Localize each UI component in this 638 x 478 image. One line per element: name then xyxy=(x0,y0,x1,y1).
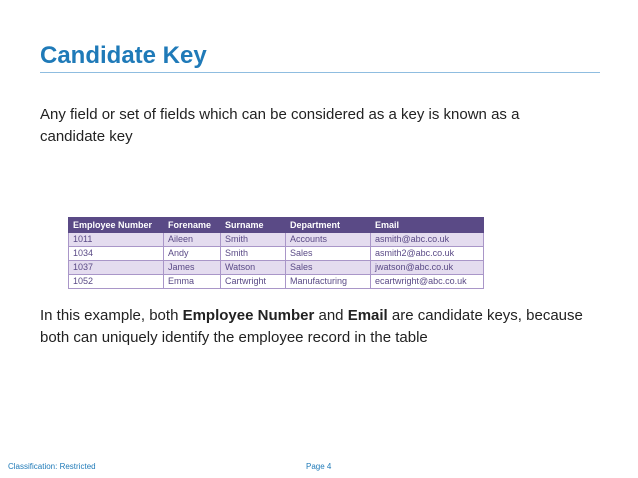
cell-surname: Watson xyxy=(221,261,286,275)
header-surname: Surname xyxy=(221,218,286,233)
cell-department: Sales xyxy=(286,247,371,261)
conclusion-text-1: In this example, both xyxy=(40,307,183,324)
conclusion-bold-email: Email xyxy=(347,307,388,324)
header-email: Email xyxy=(371,218,484,233)
employee-table xyxy=(68,217,484,289)
table-row xyxy=(69,275,484,289)
cell-department: Manufacturing xyxy=(286,275,371,289)
cell-forename: Andy xyxy=(164,247,221,261)
cell-employee-number: 1052 xyxy=(69,275,164,289)
cell-department: Accounts xyxy=(286,233,371,247)
conclusion-text-3: are candidate keys, because both can uniquely identify the employee record in the table xyxy=(40,307,583,346)
table-row xyxy=(69,233,484,247)
header-forename: Forename xyxy=(164,218,221,233)
table-header-row xyxy=(69,218,484,233)
title-underline xyxy=(40,72,600,73)
cell-department: Sales xyxy=(286,261,371,275)
page-number: Page 4 xyxy=(306,462,332,471)
cell-email: asmith@abc.co.uk xyxy=(371,233,484,247)
table-row xyxy=(69,247,484,261)
cell-surname: Cartwright xyxy=(221,275,286,289)
slide-title: Candidate Key xyxy=(40,42,207,69)
intro-paragraph: Any field or set of fields which can be considered as a key is known as a candidate key xyxy=(40,106,520,145)
cell-email: asmith2@abc.co.uk xyxy=(371,247,484,261)
cell-employee-number: 1037 xyxy=(69,261,164,275)
header-department: Department xyxy=(286,218,371,233)
header-employee-number: Employee Number xyxy=(69,218,164,233)
table-row xyxy=(69,261,484,275)
conclusion-bold-employee-number: Employee Number xyxy=(182,307,315,324)
cell-email: ecartwright@abc.co.uk xyxy=(371,275,484,289)
cell-forename: Aileen xyxy=(164,233,221,247)
cell-employee-number: 1011 xyxy=(69,233,164,247)
cell-employee-number: 1034 xyxy=(69,247,164,261)
cell-forename: James xyxy=(164,261,221,275)
cell-forename: Emma xyxy=(164,275,221,289)
conclusion-paragraph xyxy=(40,305,600,349)
cell-surname: Smith xyxy=(221,233,286,247)
classification-label: Classification: Restricted xyxy=(8,462,96,471)
conclusion-text-2: and xyxy=(314,307,348,324)
cell-surname: Smith xyxy=(221,247,286,261)
cell-email: jwatson@abc.co.uk xyxy=(371,261,484,275)
